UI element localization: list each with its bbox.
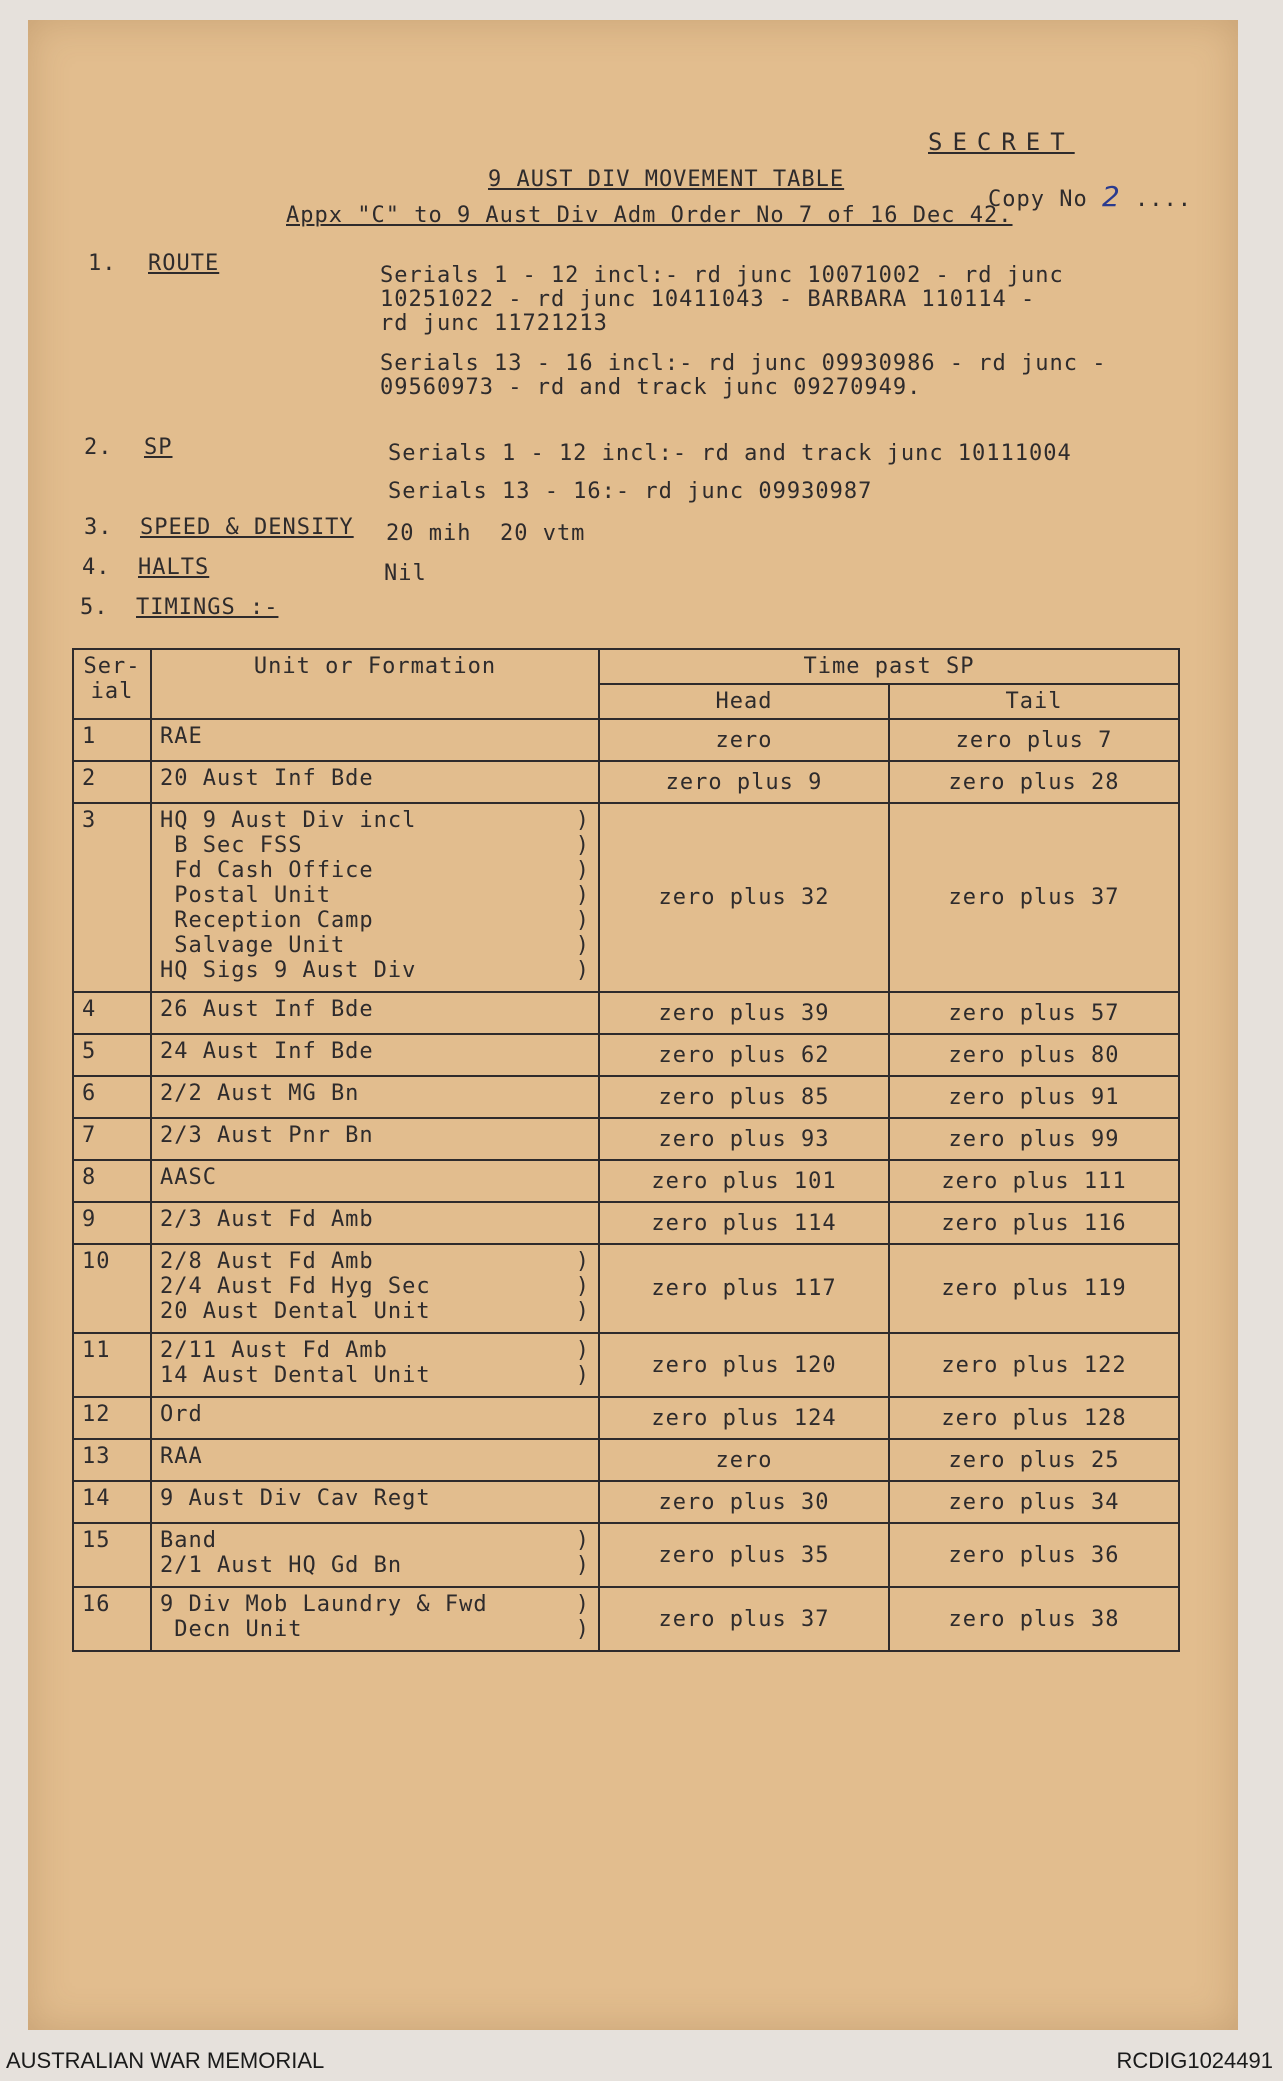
copy-number: Copy No 2 .... <box>988 180 1193 213</box>
tail-time-cell: zero plus 122 <box>889 1333 1179 1397</box>
head-time-cell: zero plus 9 <box>599 761 889 803</box>
movement-table <box>72 648 1180 1652</box>
unit-cell <box>151 761 599 803</box>
tail-time-cell: zero plus 36 <box>889 1523 1179 1587</box>
head-time-cell: zero plus 35 <box>599 1523 889 1587</box>
unit-name: Band 2/1 Aust HQ Gd Bn <box>160 1528 403 1578</box>
table-row <box>73 1587 1179 1651</box>
section-number-halts: 4. <box>82 555 111 580</box>
head-time-cell: zero plus 93 <box>599 1118 889 1160</box>
head-time-cell: zero plus 30 <box>599 1481 889 1523</box>
unit-name: 9 Div Mob Laundry & Fwd Decn Unit <box>160 1592 488 1642</box>
unit-cell <box>151 719 599 761</box>
tail-time-cell: zero plus 80 <box>889 1034 1179 1076</box>
unit-name: RAE <box>160 724 203 749</box>
head-time-cell: zero <box>599 1439 889 1481</box>
copy-label: Copy No <box>988 187 1088 212</box>
route-line-5: 09560973 - rd and track junc 09270949. <box>380 375 922 400</box>
col-header-serial: Ser-ial <box>73 649 151 719</box>
serial-cell: 14 <box>73 1481 151 1523</box>
unit-name: 2/3 Aust Pnr Bn <box>160 1123 374 1148</box>
table-row <box>73 719 1179 761</box>
serial-cell: 6 <box>73 1076 151 1118</box>
section-number-route: 1. <box>88 251 117 276</box>
col-header-tail: Tail <box>889 684 1179 719</box>
unit-cell <box>151 1118 599 1160</box>
unit-cell <box>151 1202 599 1244</box>
section-number-timings: 5. <box>80 595 109 620</box>
unit-name: 2/11 Aust Fd Amb 14 Aust Dental Unit <box>160 1338 431 1388</box>
head-time-cell: zero plus 62 <box>599 1034 889 1076</box>
tail-time-cell: zero plus 34 <box>889 1481 1179 1523</box>
route-line-2: 10251022 - rd junc 10411043 - BARBARA 110114 - <box>380 287 1036 312</box>
grouping-bracket: ) ) <box>575 1528 590 1578</box>
route-heading: ROUTE <box>148 251 220 276</box>
col-header-unit: Unit or Formation <box>151 649 599 719</box>
unit-name: Ord <box>160 1402 203 1427</box>
unit-name: HQ 9 Aust Div incl B Sec FSS Fd Cash Office Postal Unit Reception Camp Salvage Unit HQ Sigs 9 Aust Div <box>160 808 417 983</box>
unit-name: 2/8 Aust Fd Amb 2/4 Aust Fd Hyg Sec 20 Aust Dental Unit <box>160 1249 431 1324</box>
serial-cell: 16 <box>73 1587 151 1651</box>
halts-value: Nil <box>384 561 427 586</box>
serial-cell: 15 <box>73 1523 151 1587</box>
unit-name: 26 Aust Inf Bde <box>160 997 374 1022</box>
sp-heading: SP <box>144 435 173 460</box>
tail-time-cell: zero plus 91 <box>889 1076 1179 1118</box>
head-time-cell: zero plus 85 <box>599 1076 889 1118</box>
col-header-head: Head <box>599 684 889 719</box>
unit-name: 20 Aust Inf Bde <box>160 766 374 791</box>
head-time-cell: zero <box>599 719 889 761</box>
timings-heading: TIMINGS :- <box>136 595 279 620</box>
grouping-bracket: ) ) ) ) ) ) ) <box>575 808 590 983</box>
head-time-cell: zero plus 120 <box>599 1333 889 1397</box>
serial-cell: 5 <box>73 1034 151 1076</box>
head-time-cell: zero plus 39 <box>599 992 889 1034</box>
head-time-cell: zero plus 124 <box>599 1397 889 1439</box>
table-row <box>73 992 1179 1034</box>
unit-name: 24 Aust Inf Bde <box>160 1039 374 1064</box>
sp-line-1: Serials 1 - 12 incl:- rd and track junc 10111004 <box>388 441 1072 466</box>
section-number-sp: 2. <box>84 435 113 460</box>
table-row <box>73 1439 1179 1481</box>
serial-cell: 11 <box>73 1333 151 1397</box>
tail-time-cell: zero plus 128 <box>889 1397 1179 1439</box>
security-classification: SECRET <box>928 128 1075 156</box>
head-time-cell: zero plus 101 <box>599 1160 889 1202</box>
serial-cell: 2 <box>73 761 151 803</box>
route-line-4: Serials 13 - 16 incl:- rd junc 09930986 - rd junc - <box>380 351 1107 376</box>
serial-cell: 8 <box>73 1160 151 1202</box>
speed-density-value: 20 mih 20 vtm <box>386 521 586 546</box>
table-row <box>73 1034 1179 1076</box>
unit-cell <box>151 1439 599 1481</box>
serial-cell: 4 <box>73 992 151 1034</box>
halts-heading: HALTS <box>138 555 210 580</box>
footer-source: AUSTRALIAN WAR MEMORIAL <box>6 2048 325 2073</box>
tail-time-cell: zero plus 37 <box>889 803 1179 992</box>
unit-cell <box>151 1587 599 1651</box>
unit-cell <box>151 1481 599 1523</box>
sp-line-2: Serials 13 - 16:- rd junc 09930987 <box>388 479 873 504</box>
table-row <box>73 1118 1179 1160</box>
tail-time-cell: zero plus 25 <box>889 1439 1179 1481</box>
table-row <box>73 1481 1179 1523</box>
serial-cell: 1 <box>73 719 151 761</box>
tail-time-cell: zero plus 119 <box>889 1244 1179 1333</box>
unit-name: 2/3 Aust Fd Amb <box>160 1207 374 1232</box>
document-title: 9 AUST DIV MOVEMENT TABLE <box>488 167 845 192</box>
tail-time-cell: zero plus 57 <box>889 992 1179 1034</box>
tail-time-cell: zero plus 38 <box>889 1587 1179 1651</box>
serial-cell: 13 <box>73 1439 151 1481</box>
unit-cell <box>151 1076 599 1118</box>
table-row <box>73 1160 1179 1202</box>
tail-time-cell: zero plus 111 <box>889 1160 1179 1202</box>
document-subtitle: Appx "C" to 9 Aust Div Adm Order No 7 of 16 Dec 42. <box>286 203 1013 228</box>
unit-name: 2/2 Aust MG Bn <box>160 1081 360 1106</box>
head-time-cell: zero plus 37 <box>599 1587 889 1651</box>
tail-time-cell: zero plus 99 <box>889 1118 1179 1160</box>
serial-cell: 3 <box>73 803 151 992</box>
unit-cell <box>151 1333 599 1397</box>
unit-cell <box>151 803 599 992</box>
table-row <box>73 1397 1179 1439</box>
unit-cell <box>151 1244 599 1333</box>
section-number-speed: 3. <box>84 515 113 540</box>
unit-cell <box>151 992 599 1034</box>
head-time-cell: zero plus 32 <box>599 803 889 992</box>
unit-name: AASC <box>160 1165 217 1190</box>
table-row <box>73 1333 1179 1397</box>
route-line-1: Serials 1 - 12 incl:- rd junc 10071002 - rd junc <box>380 263 1064 288</box>
table-row <box>73 1202 1179 1244</box>
table-row <box>73 1244 1179 1333</box>
serial-cell: 9 <box>73 1202 151 1244</box>
serial-cell: 12 <box>73 1397 151 1439</box>
unit-name: 9 Aust Div Cav Regt <box>160 1486 431 1511</box>
speed-density-heading: SPEED & DENSITY <box>140 515 354 540</box>
head-time-cell: zero plus 114 <box>599 1202 889 1244</box>
copy-number-handwritten: 2 <box>1101 180 1121 213</box>
grouping-bracket: ) ) <box>575 1338 590 1388</box>
tail-time-cell: zero plus 28 <box>889 761 1179 803</box>
table-row <box>73 1523 1179 1587</box>
serial-cell: 7 <box>73 1118 151 1160</box>
table-row <box>73 761 1179 803</box>
route-line-3: rd junc 11721213 <box>380 311 608 336</box>
movement-table-body <box>73 719 1179 1651</box>
serial-cell: 10 <box>73 1244 151 1333</box>
tail-time-cell: zero plus 116 <box>889 1202 1179 1244</box>
grouping-bracket: ) ) <box>575 1592 590 1642</box>
unit-name: RAA <box>160 1444 203 1469</box>
col-header-time-past-sp: Time past SP <box>599 649 1179 684</box>
table-row <box>73 1076 1179 1118</box>
unit-cell <box>151 1034 599 1076</box>
table-row <box>73 803 1179 992</box>
unit-cell <box>151 1397 599 1439</box>
unit-cell <box>151 1160 599 1202</box>
tail-time-cell: zero plus 7 <box>889 719 1179 761</box>
head-time-cell: zero plus 117 <box>599 1244 889 1333</box>
grouping-bracket: ) ) ) <box>575 1249 590 1324</box>
footer-identifier: RCDIG1024491 <box>1116 2048 1273 2073</box>
unit-cell <box>151 1523 599 1587</box>
